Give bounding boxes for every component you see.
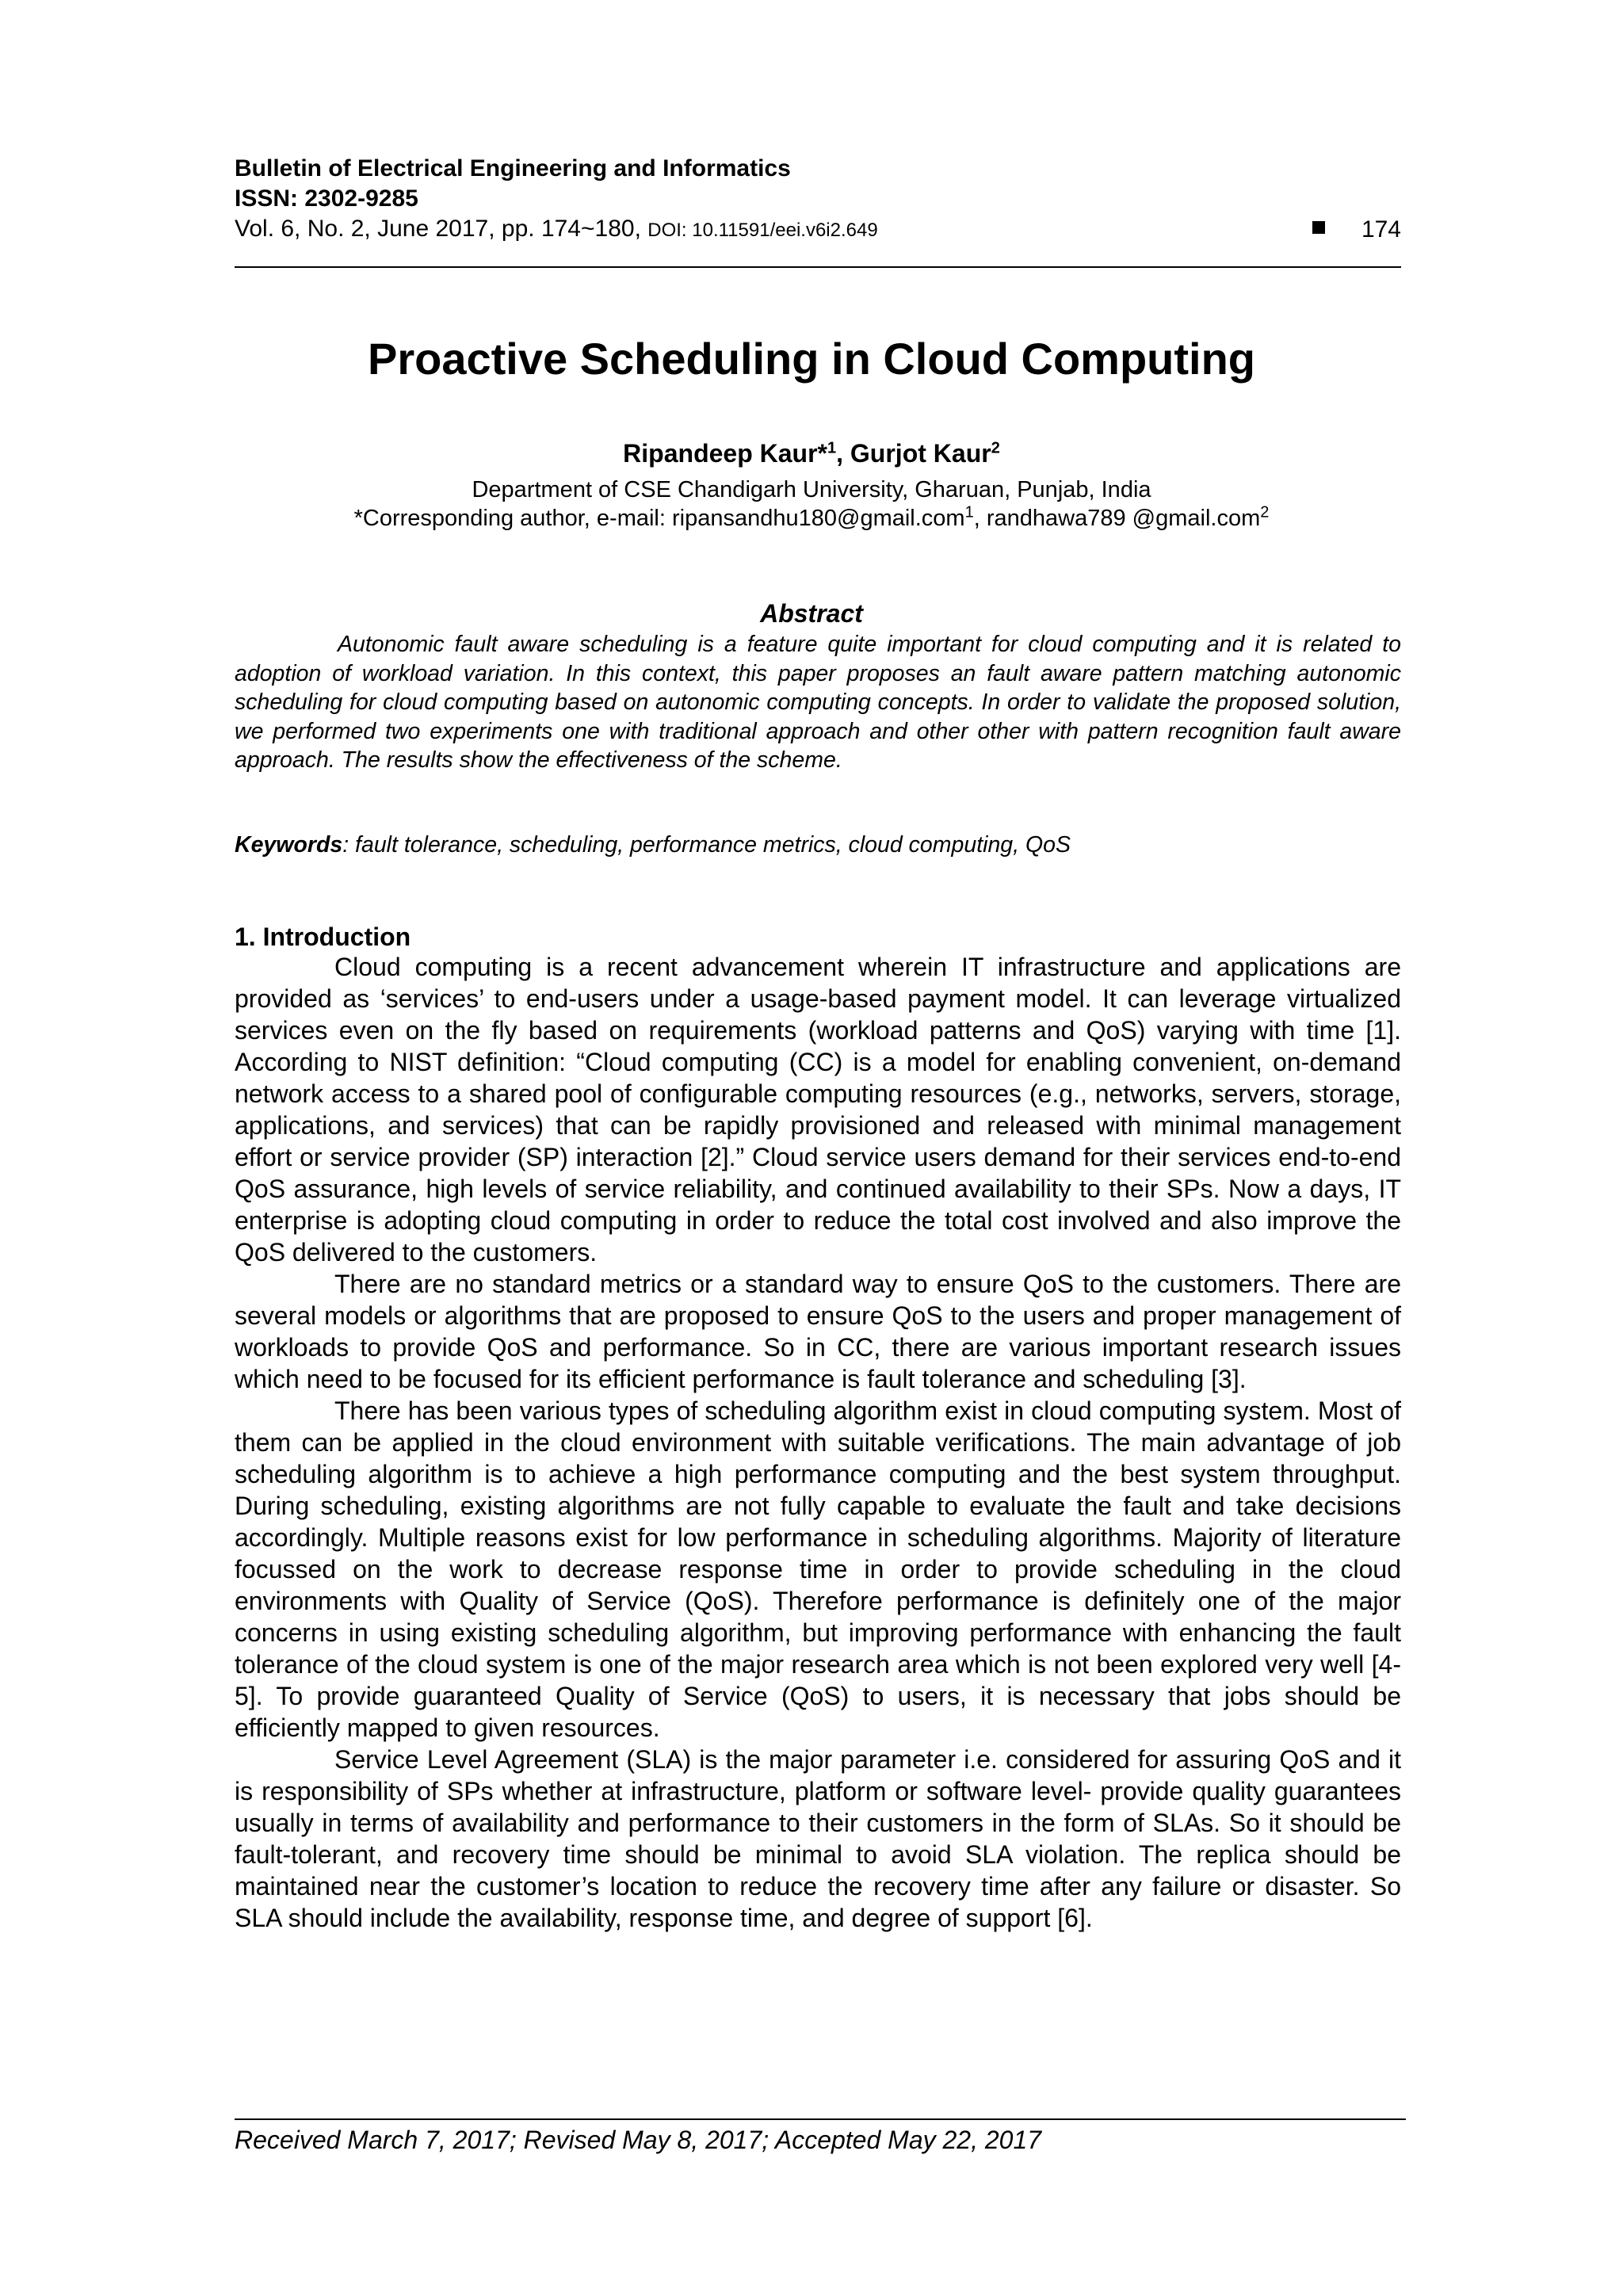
paper-title: Proactive Scheduling in Cloud Computing <box>367 334 1256 384</box>
volume-info-group <box>235 214 878 246</box>
abstract-heading: Abstract <box>760 599 863 628</box>
section-heading: 1. Introduction <box>235 923 411 951</box>
body-paragraph: There are no standard metrics or a standard way to ensure QoS to the customers. There are several models or algorithms that are proposed to ensure QoS to the users and proper management of workloads to provide QoS and performance. So in CC, there are various important research issues which need to be focused for its efficient performance is fault tolerance and scheduling [3]. <box>235 1270 1401 1393</box>
doi: DOI: 10.11591/eei.v6i2.649 <box>647 220 878 241</box>
journal-name: Bulletin of Electrical Engineering and Informatics <box>235 155 791 181</box>
introduction-body <box>235 951 1401 1934</box>
header-divider <box>235 266 1401 268</box>
author-list <box>0 437 1623 469</box>
footer-divider <box>235 2118 1406 2120</box>
body-paragraph: Cloud computing is a recent advancement wherein IT infrastructure and applications are provided as ‘services’ to end-users under a usage-based payment model. It can leverage virtualized services even on the fly based on requirements (workload patterns and QoS) varying with time [1]. According to NIST definition: “Cloud computing (CC) is a model for enabling convenient, on-demand network access to a shared pool of configurable computing resources (e.g., networks, servers, storage, applications, and services) that can be rapidly provisioned and released with minimal management effort or service provider (SP) interaction [2].” Cloud service users demand for their services end-to-end QoS assurance, high levels of service reliability, and continued availability to their SPs. Now a days, IT enterprise is adopting cloud computing in order to reduce the total cost involved and also improve the QoS delivered to the customers. <box>235 953 1401 1266</box>
email-separator: , <box>973 506 987 531</box>
contact-prefix: *Corresponding author, e-mail: <box>353 506 672 531</box>
author-name: Ripandeep Kaur* <box>623 439 827 468</box>
email-affiliation-mark: 2 <box>1260 503 1270 521</box>
author-email[interactable]: ripansandhu180@gmail.com <box>672 506 965 531</box>
keywords-label: Keywords <box>235 832 343 858</box>
volume-line <box>235 214 1401 246</box>
page-number-group <box>1312 215 1401 245</box>
keywords <box>235 831 1401 859</box>
page-number: 174 <box>1361 216 1401 243</box>
volume-info: Vol. 6, No. 2, June 2017, pp. 174~180, <box>235 216 641 242</box>
author-affiliation: Department of CSE Chandigarh University, Gharuan, Punjab, India <box>472 477 1151 502</box>
abstract-text: Autonomic fault aware scheduling is a feature quite important for cloud computing and it is related to adoption of workload variation. In this context, this paper proposes an fault aware pattern matching autonomic scheduling for cloud computing based on autonomic computing concepts. In order to validate the proposed solution, we performed two experiments one with traditional approach and other other with pattern recognition fault aware approach. The results show the effectiveness of the scheme. <box>235 632 1401 773</box>
received-dates: Received March 7, 2017; Revised May 8, 2017; Accepted May 22, 2017 <box>235 2126 1042 2154</box>
keywords-text: : fault tolerance, scheduling, performance metrics, cloud computing, QoS <box>342 832 1071 858</box>
black-square-icon <box>1312 221 1325 234</box>
corresponding-author <box>0 504 1623 533</box>
body-paragraph: There has been various types of scheduling algorithm exist in cloud computing system. Most of them can be applied in the cloud environment with suitable verifications. The main advantage of job scheduling algorithm is to achieve a high performance computing and the best system throughput. During scheduling, existing algorithms are not fully capable to evaluate the fault and take decisions accordingly. Multiple reasons exist for low performance in scheduling algorithms. Majority of literature focussed on the work to decrease response time in order to provide scheduling in the cloud environments with Quality of Service (QoS). Therefore performance is definitely one of the major concerns in using existing scheduling algorithm, but improving performance with enhancing the fault tolerance of the cloud system is one of the major research area which is not been explored very well [4-5]. To provide guaranteed Quality of Service (QoS) to users, it is necessary that jobs should be efficiently mapped to given resources. <box>235 1396 1401 1742</box>
author-affiliation-mark: 1 <box>827 439 837 457</box>
author-separator: , <box>836 439 850 468</box>
journal-header <box>235 154 1401 246</box>
body-paragraph: Service Level Agreement (SLA) is the major parameter i.e. considered for assuring QoS and it is responsibility of SPs whether at infrastructure, platform or software level- provide quality guarantees usually in terms of availability and performance to their customers in the form of SLAs. So it should be fault-tolerant, and recovery time should be minimal to avoid SLA violation. The replica should be maintained near the customer’s location to reduce the recovery time after any failure or disaster. So SLA should include the availability, response time, and degree of support [6]. <box>235 1745 1401 1932</box>
author-affiliation-mark: 2 <box>991 439 1000 457</box>
author-email[interactable]: randhawa789 @gmail.com <box>986 506 1261 531</box>
journal-issn: ISSN: 2302-9285 <box>235 185 418 212</box>
email-affiliation-mark: 1 <box>964 503 974 521</box>
author-name: Gurjot Kaur <box>850 439 991 468</box>
